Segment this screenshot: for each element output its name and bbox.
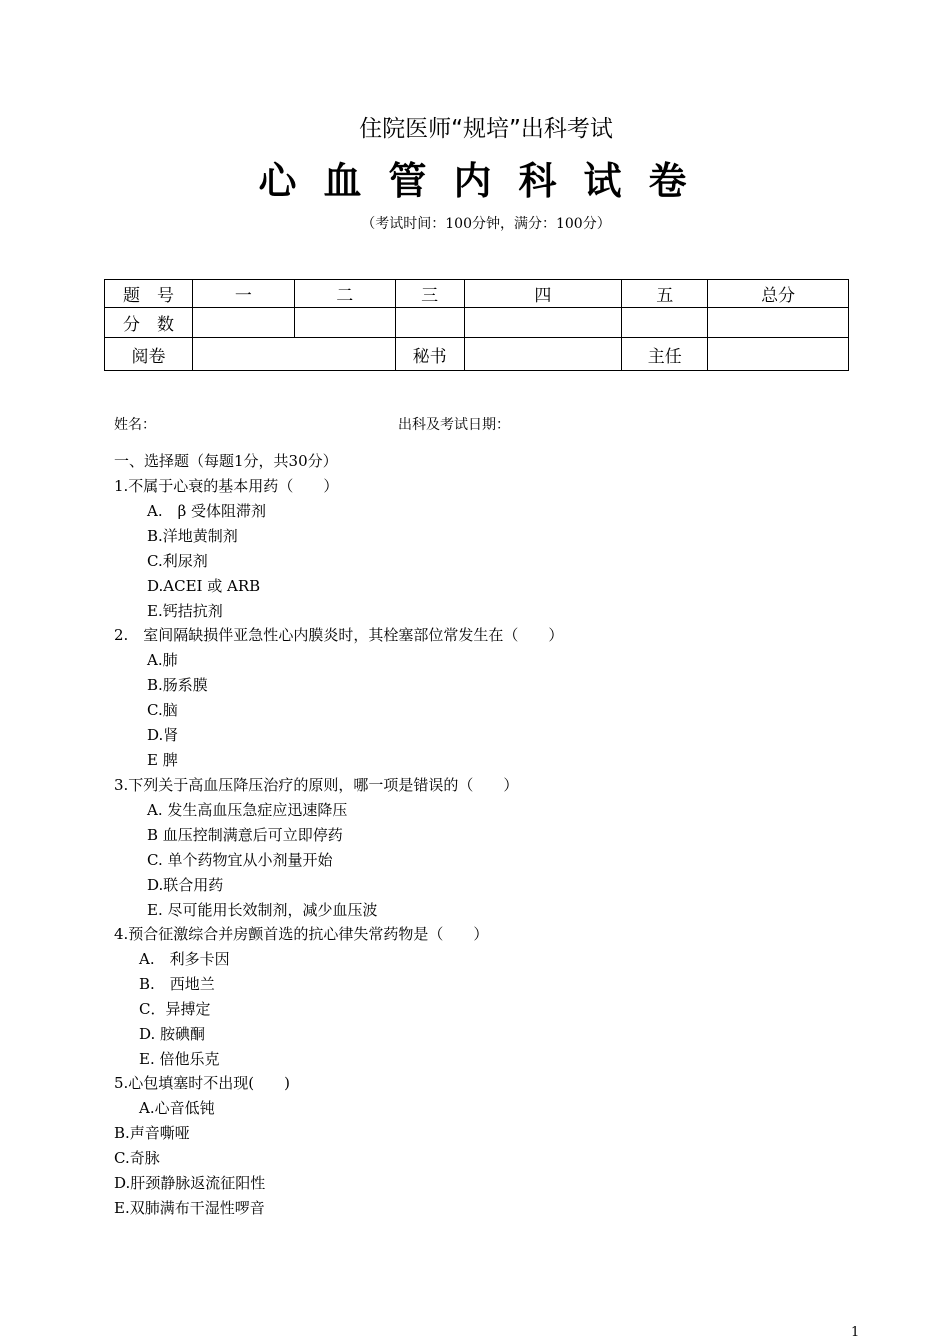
question-option: A.心音低钝 (139, 1099, 215, 1117)
question-option: C. 单个药物宜从小剂量开始 (147, 851, 333, 869)
score-cell-4 (464, 308, 622, 338)
question-option: D.联合用药 (147, 876, 224, 894)
score-label: 分 数 (105, 308, 193, 338)
question-stem: 4.预合征激综合并房颤首选的抗心律失常药物是（ ） (114, 925, 489, 943)
question-option: B.声音嘶哑 (114, 1124, 190, 1142)
question-no-label: 题 号 (105, 280, 193, 308)
question-option: E.双肺满布干湿性啰音 (114, 1199, 265, 1217)
question-option: B.洋地黄制剂 (147, 527, 238, 545)
question-option: C.利尿剂 (147, 552, 208, 570)
question-option: B 血压控制满意后可立即停药 (147, 826, 343, 844)
score-cell-3 (395, 308, 464, 338)
question-stem: 2. 室间隔缺损伴亚急性心内膜炎时，其栓塞部位常发生在（ ） (114, 626, 564, 644)
question-option: C．异搏定 (139, 1000, 211, 1018)
total-score-header: 总分 (708, 280, 849, 308)
question-stem: 3.下列关于高血压降压治疗的原则，哪一项是错误的（ ） (114, 776, 519, 794)
question-option: B.肠系膜 (147, 676, 208, 694)
score-cell-2 (294, 308, 395, 338)
secretary-cell (464, 338, 622, 371)
question-option: D.肝颈静脉返流征阳性 (114, 1174, 266, 1192)
secretary-label: 秘书 (395, 338, 464, 371)
question-option: D. 胺碘酮 (139, 1025, 206, 1043)
question-option: A. 利多卡因 (139, 950, 230, 968)
score-table-header-row (105, 280, 849, 308)
question-option: A. 发生高血压急症应迅速降压 (147, 801, 348, 819)
score-cell-total (708, 308, 849, 338)
exam-time-note: （考试时间：100分钟，满分：100分） (361, 216, 611, 232)
question-option: B. 西地兰 (139, 975, 215, 993)
page-number: 1 (851, 1325, 860, 1340)
section-5-header: 五 (622, 280, 708, 308)
section-1-header: 一 (192, 280, 294, 308)
question-option: A.肺 (147, 651, 178, 669)
question-option: E.钙拮抗剂 (147, 602, 223, 620)
exam-date-label: 出科及考试日期： (398, 417, 510, 433)
question-option: C.奇脉 (114, 1149, 160, 1167)
section-heading: 一、选择题（每题1分，共30分） (114, 452, 338, 470)
question-option: C.脑 (147, 701, 178, 719)
name-label: 姓名： (114, 417, 156, 433)
score-table (104, 279, 849, 371)
grader-label: 阅卷 (105, 338, 193, 371)
director-cell (708, 338, 849, 371)
question-option: E. 尽可能用长效制剂，减少血压波 (147, 901, 378, 919)
score-cell-1 (192, 308, 294, 338)
question-option: E. 倍他乐克 (139, 1050, 220, 1068)
question-stem: 5.心包填塞时不出现( ) (114, 1074, 291, 1092)
director-label: 主任 (622, 338, 708, 371)
question-option: A. β 受体阻滞剂 (147, 502, 267, 520)
question-option: D.肾 (147, 726, 179, 744)
exam-subtitle: 住院医师“规培”出科考试 (359, 116, 613, 142)
section-3-header: 三 (395, 280, 464, 308)
score-cell-5 (622, 308, 708, 338)
score-table-score-row (105, 308, 849, 338)
question-option: D.ACEI 或 ARB (147, 577, 261, 595)
section-2-header: 二 (294, 280, 395, 308)
question-option: E 脾 (147, 751, 178, 769)
grader-cell (192, 338, 395, 371)
score-table-signature-row (105, 338, 849, 371)
exam-title: 心血管内科试卷 (258, 159, 714, 203)
section-4-header: 四 (464, 280, 622, 308)
question-stem: 1.不属于心衰的基本用药（ ） (114, 477, 339, 495)
